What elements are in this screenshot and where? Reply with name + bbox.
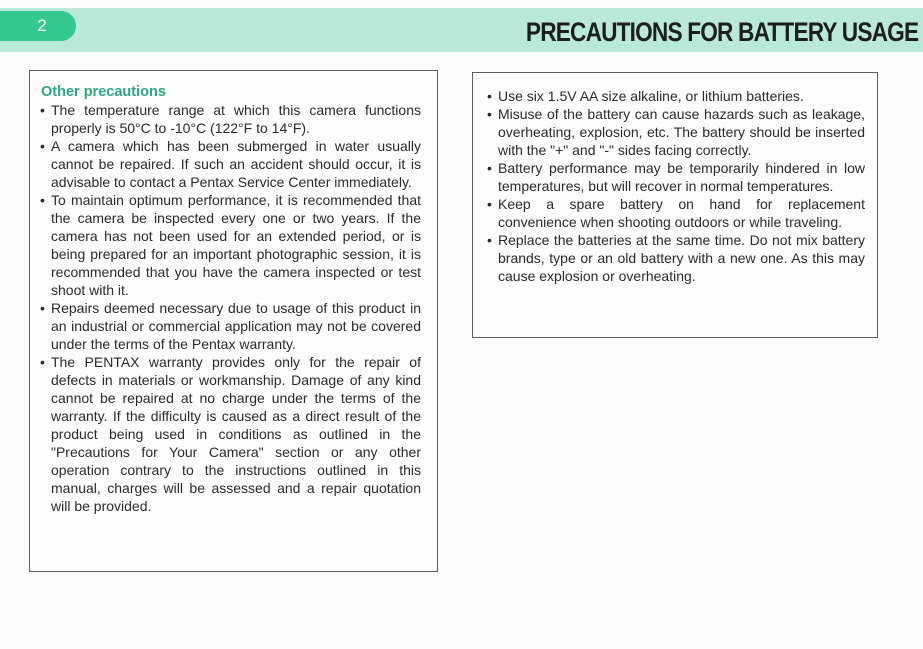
list-item-text: Repairs deemed necessary due to usage of this product in an industrial or commercial application may not be covered under the terms of the Pentax warranty. xyxy=(51,300,421,352)
list-item-text: A camera which has been submerged in water usually cannot be repaired. If such an accident should occur, it is advisable to contact a Pentax Service Center immediately. xyxy=(51,138,421,190)
bullet-icon: • xyxy=(487,106,492,122)
battery-usage-panel xyxy=(472,72,878,338)
bullet-icon: • xyxy=(40,138,45,154)
bullet-icon: • xyxy=(40,354,45,370)
list-item-text: Use six 1.5V AA size alkaline, or lithium batteries. xyxy=(498,88,804,104)
list-item xyxy=(40,101,421,137)
list-item xyxy=(40,191,421,299)
bullet-icon: • xyxy=(40,102,45,118)
list-item-text: Battery performance may be temporarily hindered in low temperatures, but will recover in normal temperatures. xyxy=(498,160,865,194)
bullet-icon: • xyxy=(40,192,45,208)
list-item xyxy=(487,87,865,105)
list-item xyxy=(487,105,865,159)
list-item-text: The PENTAX warranty provides only for the repair of defects in materials or workmanship. Damage of any kind cannot be repaired at no charge under the terms of the warranty. If the difficulty is caused as a direct result of the product being used in conditions as outlined in the "Precautions for Your Camera" section or any other operation contrary to the instructions outlined in this manual, charges will be assessed and a repair quotation will be provided. xyxy=(51,354,421,514)
page-number: 2 xyxy=(37,16,47,35)
list-item xyxy=(487,195,865,231)
list-item xyxy=(487,159,865,195)
list-item xyxy=(487,231,865,285)
other-precautions-panel xyxy=(29,70,438,572)
list-item xyxy=(40,299,421,353)
section-heading: Other precautions xyxy=(41,84,166,100)
bullet-icon: • xyxy=(487,232,492,248)
bullet-icon: • xyxy=(487,196,492,212)
page-title: PRECAUTIONS FOR BATTERY USAGE xyxy=(525,17,919,47)
bullet-icon: • xyxy=(40,300,45,316)
list-item-text: The temperature range at which this camera functions properly is 50°C to -10°C (122°F to 14°F). xyxy=(51,102,421,136)
list-item-text: Keep a spare battery on hand for replacement convenience when shooting outdoors or while traveling. xyxy=(498,196,865,230)
bullet-icon: • xyxy=(487,88,492,104)
list-item-text: Replace the batteries at the same time. Do not mix battery brands, type or an old battery with a new one. As this may cause explosion or overheating. xyxy=(498,232,865,284)
list-item-text: Misuse of the battery can cause hazards such as leakage, overheating, explosion, etc. The battery should be inserted with the "+" and "-" sides facing correctly. xyxy=(498,106,865,158)
list-item-text: To maintain optimum performance, it is recommended that the camera be inspected every one or two years. If the camera has not been used for an extended period, or is being prepared for an important photographic session, it is recommended that you have the camera inspected or test shoot with it. xyxy=(51,192,421,298)
bullet-icon: • xyxy=(487,160,492,176)
battery-usage-list xyxy=(487,87,865,285)
list-item xyxy=(40,137,421,191)
other-precautions-list xyxy=(40,101,421,515)
list-item xyxy=(40,353,421,515)
